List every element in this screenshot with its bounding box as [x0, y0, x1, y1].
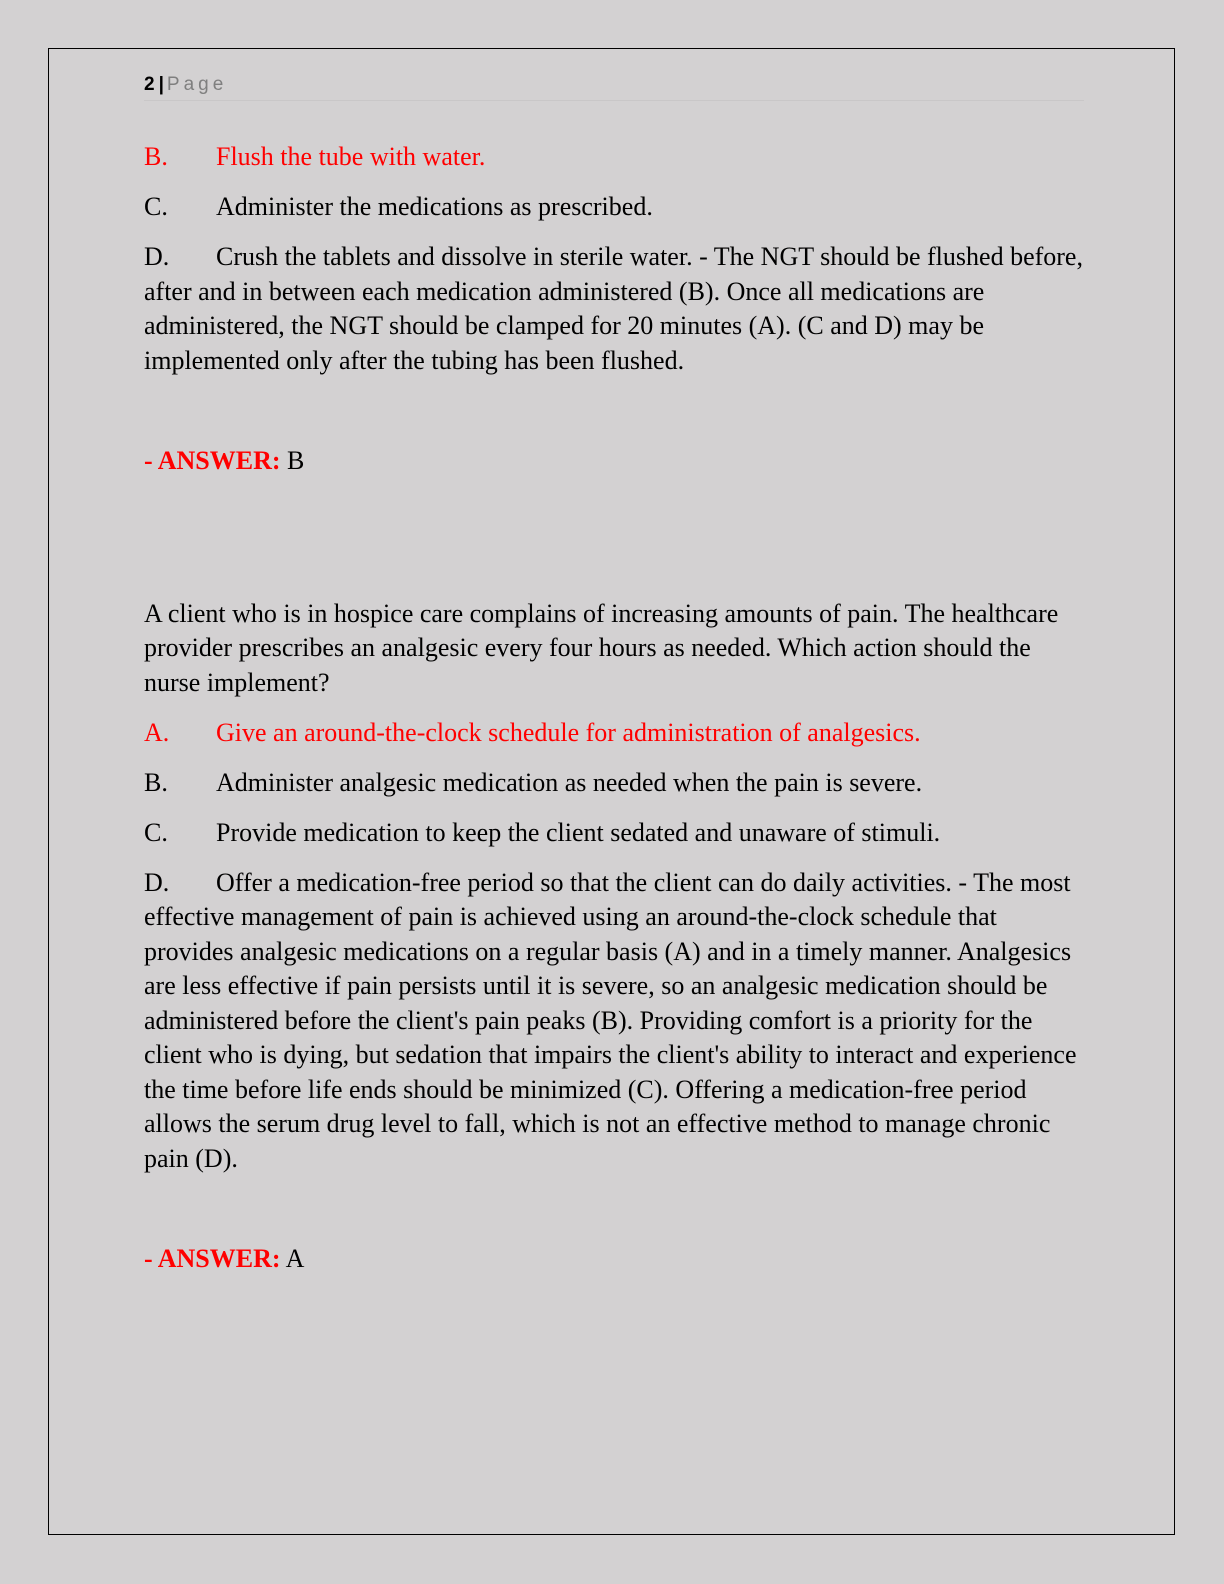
answer-line: [144, 444, 1084, 479]
answer-label: - ANSWER:: [144, 446, 281, 475]
option-letter: B.: [144, 142, 168, 171]
answer-value: A: [280, 1244, 305, 1273]
question-stem: A client who is in hospice care complains of increasing amounts of pain. The healthcare provider prescribes an analgesic every four hours as needed. Which action should the nurse implement?: [144, 598, 1059, 697]
option-letter: A.: [144, 717, 170, 747]
option-b: [144, 766, 1084, 801]
option-letter: D.: [144, 242, 170, 271]
answer-line: [144, 1242, 1084, 1277]
option-d-rationale: [144, 866, 1084, 1177]
page-number: 2: [144, 74, 155, 95]
page-header: [144, 74, 1084, 101]
option-text: Administer analgesic medication as needed when the pain is severe.: [216, 767, 923, 797]
option-letter: C.: [144, 817, 168, 847]
option-d-rationale: [144, 240, 1084, 378]
option-b-correct: [144, 140, 1084, 175]
answer-value: B: [280, 446, 305, 475]
header-separator: |: [158, 74, 164, 95]
option-c: [144, 816, 1084, 851]
option-text: Offer a medication-free period so that the client can do daily activities. - The most effective management of pain is achieved using an around-the-clock schedule that provides analgesic medications on a regular basis (A) and in a timely manner. Analgesics are less effective if pain persists until it is severe, so an analgesic medication should be administered before the client's pain peaks (B). Providing comfort is a priority for the client who is dying, but sedation that impairs the client's ability to interact and experience the time before life ends should be minimized (C). Offering a medication-free period allows the serum drug level to fall, which is not an effective method to manage chronic pain (D).: [144, 867, 1077, 1173]
page-label: Page: [166, 74, 228, 95]
option-letter: B.: [144, 767, 168, 797]
option-letter: C.: [144, 192, 168, 221]
question-block-1: [144, 140, 1084, 479]
option-c: [144, 190, 1084, 225]
option-text: Provide medication to keep the client sedated and unaware of stimuli.: [216, 817, 941, 847]
document-content: [144, 140, 1084, 1277]
option-text: Administer the medications as prescribed.: [216, 192, 653, 221]
option-text: Flush the tube with water.: [216, 142, 486, 171]
answer-label: - ANSWER:: [144, 1244, 281, 1273]
option-text: Give an around-the-clock schedule for administration of analgesics.: [216, 717, 921, 747]
option-letter: D.: [144, 867, 170, 897]
option-text: Crush the tablets and dissolve in sterile water. - The NGT should be flushed before, after and in between each medication administered (B). Once all medications are administered, the NGT should be clamped for 20 minutes (A). (C and D) may be implemented only after the tubing has been flushed.: [144, 242, 1083, 375]
option-a-correct: [144, 716, 1084, 751]
question-block-2: [144, 597, 1084, 1277]
